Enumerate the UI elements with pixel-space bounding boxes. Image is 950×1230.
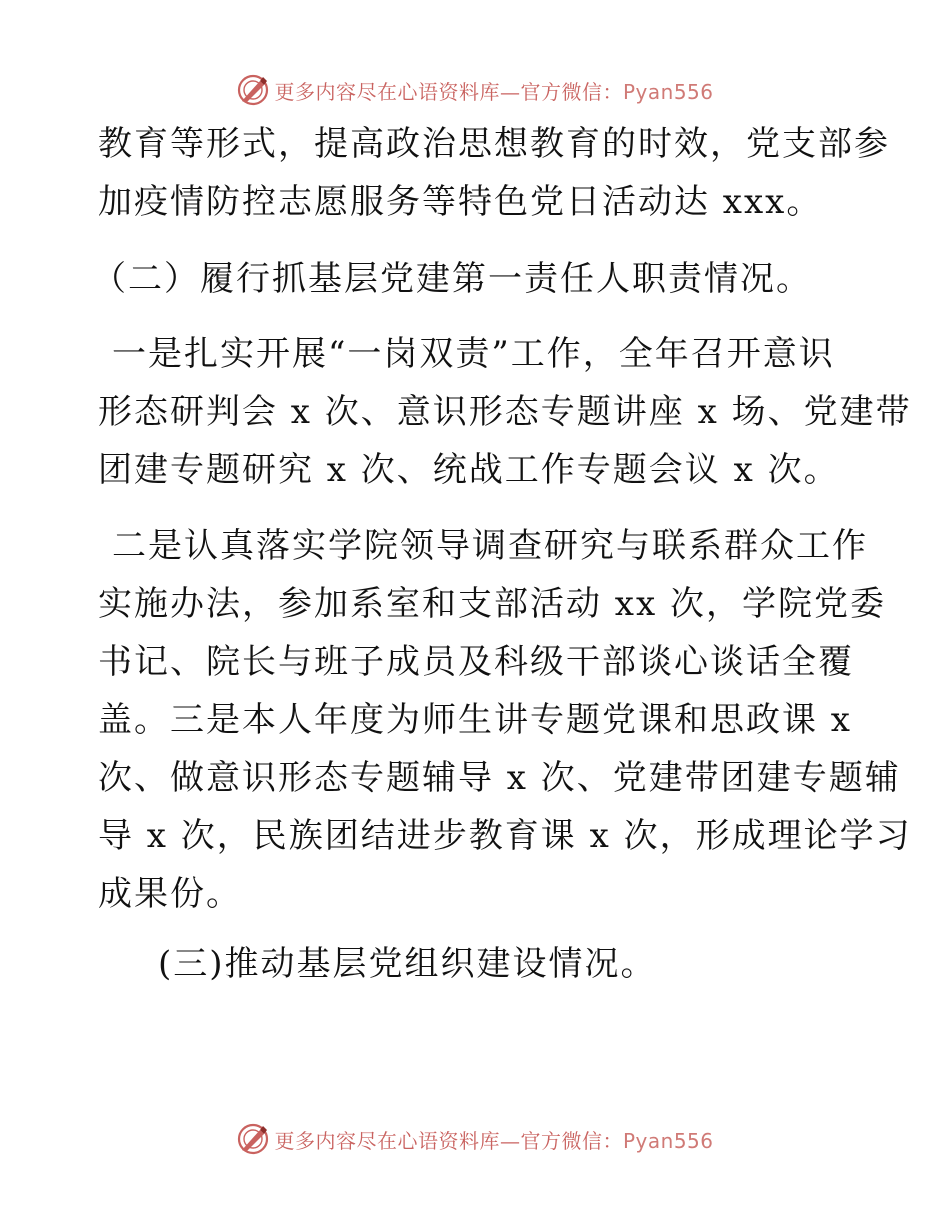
- watermark-text: 更多内容尽在心语资料库—官方微信：Pyan556: [274, 1128, 714, 1153]
- paragraph-line: 导 x 次，民族团结进步教育课 x 次，形成理论学习: [98, 816, 912, 856]
- paragraph-line: 成果份。: [98, 874, 242, 914]
- paragraph-line: 加疫情防控志愿服务等特色党日活动达 xxx。: [98, 182, 823, 222]
- section-heading-2: （二）履行抓基层党建第一责任人职责情况。: [92, 259, 812, 299]
- paragraph-line: 二是认真落实学院领导调查研究与联系群众工作: [112, 526, 868, 566]
- paragraph-line: 教育等形式，提高政治思想教育的时效，党支部参: [98, 124, 890, 164]
- paragraph-line: 团建专题研究 x 次、统战工作专题会议 x 次。: [98, 450, 840, 490]
- section-heading-3: (三)推动基层党组织建设情况。: [158, 944, 657, 984]
- header-watermark: [0, 70, 950, 110]
- paragraph-line: 实施办法，参加系室和支部活动 xx 次，学院党委: [98, 584, 886, 624]
- watermark-text: 更多内容尽在心语资料库—官方微信：Pyan556: [274, 79, 714, 104]
- paragraph-line: 一是扎实开展“一岗双责”工作，全年召开意识: [112, 334, 835, 374]
- paragraph-line: 形态研判会 x 次、意识形态专题讲座 x 场、党建带: [98, 392, 912, 432]
- paragraph-line: 书记、院长与班子成员及科级干部谈心谈话全覆: [98, 642, 854, 682]
- paragraph-line: 盖。三是本人年度为师生讲专题党课和思政课 x: [98, 700, 852, 740]
- footer-watermark: [0, 1119, 950, 1159]
- paragraph-line: 次、做意识形态专题辅导 x 次、党建带团建专题辅: [98, 758, 901, 798]
- pen-logo-icon: [236, 1122, 270, 1156]
- pen-logo-icon: [236, 73, 270, 107]
